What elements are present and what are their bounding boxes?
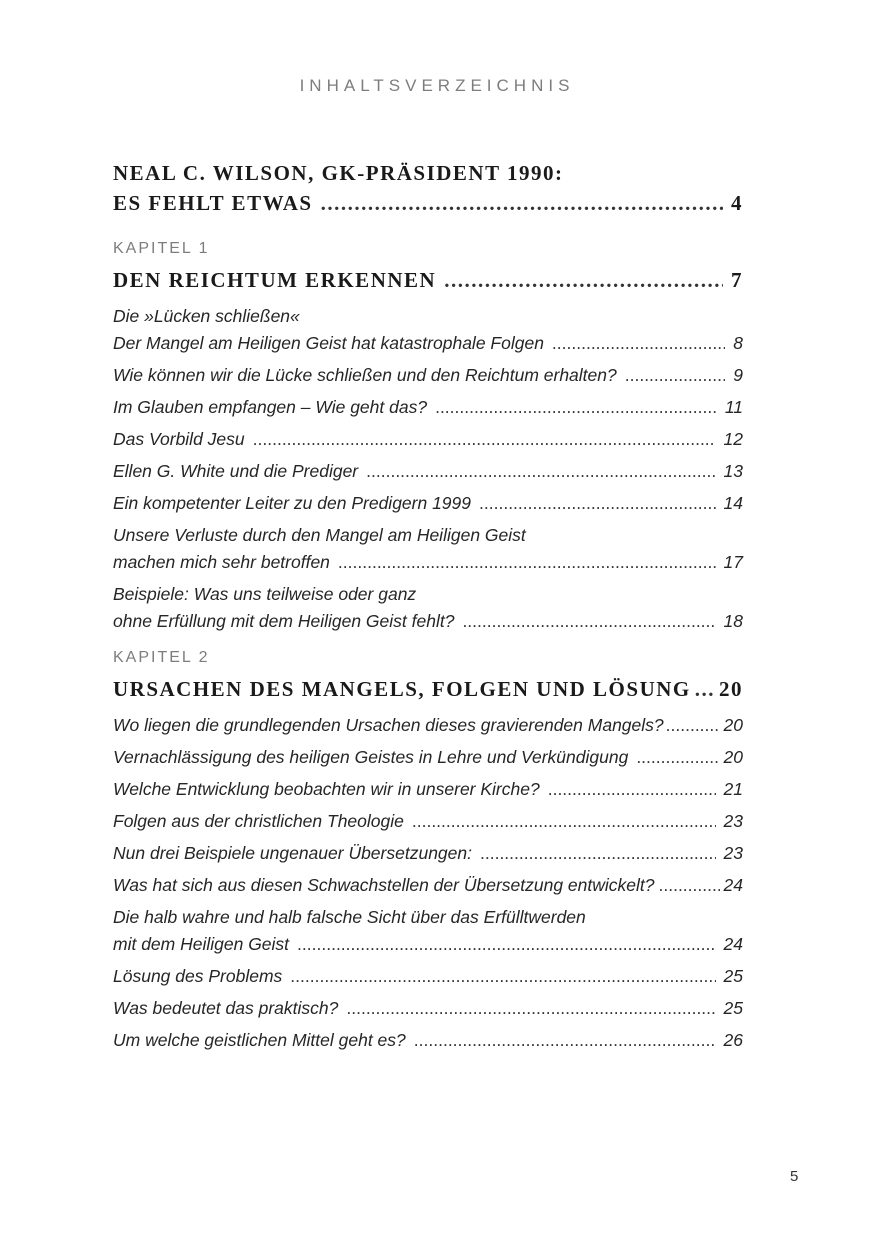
leader-dots [346,995,715,1022]
leader-dots [435,394,717,421]
intro-title-line1: NEAL C. WILSON, GK-PRÄSIDENT 1990: [113,161,564,185]
toc-entry[interactable] [113,840,743,867]
entry-title: Das Vorbild Jesu [113,429,245,449]
entry-title: Folgen aus der christlichen Theologie [113,811,404,831]
toc-entry[interactable] [113,712,743,739]
chapter-1-title-row[interactable] [113,265,743,295]
chapter-1-page: 7 [731,268,743,292]
entry-title: Nun drei Beispiele ungenauer Übersetzungen: [113,843,472,863]
entry-page: 11 [724,397,743,417]
entry-line2: Der Mangel am Heiligen Geist hat katastrophale Folgen [113,333,544,353]
entry-page: 23 [723,811,743,831]
entry-line1: Beispiele: Was uns teilweise oder ganz [113,584,417,604]
leader-dots [548,776,716,803]
entry-page: 25 [723,998,743,1018]
leader-dots [290,963,715,990]
leader-dots [338,549,716,576]
entry-line2: mit dem Heiligen Geist [113,934,290,954]
leader-dots [625,362,726,389]
leader-dots [480,840,716,867]
toc-entry[interactable] [113,776,743,803]
entry-line1: Die »Lücken schließen« [113,306,300,326]
toc-entry[interactable] [113,744,743,771]
entry-title: Was bedeutet das praktisch? [113,998,339,1018]
toc-entry[interactable] [113,458,743,485]
toc-entry[interactable] [113,904,743,958]
toc-entry[interactable] [113,490,743,517]
toc-entry[interactable] [113,581,743,635]
leader-dots [462,608,715,635]
intro-title-line2: ES FEHLT ETWAS [113,191,313,215]
entry-title: Ein kompetenter Leiter zu den Predigern 1999 [113,493,472,513]
toc-entry[interactable] [113,522,743,576]
leader-dots [659,872,720,899]
leader-dots [444,265,723,295]
entry-page: 24 [723,934,743,954]
chapter-1-label: KAPITEL 1 [113,240,210,257]
page-number: 5 [790,1168,799,1185]
chapter-1-title: DEN REICHTUM ERKENNEN [113,268,437,292]
toc-entry[interactable] [113,963,743,990]
toc-entry[interactable] [113,995,743,1022]
chapter-2-title: URSACHEN DES MANGELS, FOLGEN UND LÖSUNG [113,677,691,701]
entry-title: Im Glauben empfangen – Wie geht das? [113,397,428,417]
toc-entry[interactable] [113,808,743,835]
entry-title: Was hat sich aus diesen Schwachstellen der Übersetzung entwickelt? [113,875,655,895]
entry-title: Um welche geistlichen Mittel geht es? [113,1030,406,1050]
entry-title: Wo liegen die grundlegenden Ursachen dieses gravierenden Mangels? [113,715,664,735]
leader-dots [479,490,716,517]
intro-page: 4 [731,191,743,215]
entry-page: 13 [723,461,743,481]
chapter-2-label: KAPITEL 2 [113,649,210,666]
chapter-2-title-row[interactable] [113,674,743,704]
entry-line1: Die halb wahre und halb falsche Sicht über das Erfülltwerden [113,907,586,927]
leader-dots [366,458,715,485]
entry-page: 20 [723,715,743,735]
leader-dots [636,744,719,771]
leader-dots [414,1027,716,1054]
entry-title: Welche Entwicklung beobachten wir in unserer Kirche? [113,779,540,799]
entry-page: 14 [723,493,743,513]
entry-line2: machen mich sehr betroffen [113,552,330,572]
entry-title: Lösung des Problems [113,966,283,986]
entry-title: Wie können wir die Lücke schließen und den Reichtum erhalten? [113,365,617,385]
toc-entry[interactable] [113,872,743,899]
entry-page: 20 [723,747,743,767]
entry-line2: ohne Erfüllung mit dem Heiligen Geist fehlt? [113,611,455,631]
entry-line1: Unsere Verluste durch den Mangel am Heiligen Geist [113,525,526,545]
table-of-contents [113,158,743,1054]
entry-page: 9 [733,365,743,385]
leader-dots [552,330,725,357]
page-header: INHALTSVERZEICHNIS [299,76,575,95]
toc-entry[interactable] [113,394,743,421]
entry-page: 21 [723,779,743,799]
entry-page: 24 [723,875,743,895]
entry-page: 18 [723,611,743,631]
chapter-2-page: 20 [719,677,743,701]
entry-page: 26 [723,1030,743,1050]
toc-entry[interactable] [113,362,743,389]
entry-page: 8 [733,333,743,353]
entry-page: 25 [723,966,743,986]
entry-title: Ellen G. White und die Prediger [113,461,359,481]
intro-entry[interactable] [113,188,743,218]
entry-page: 23 [723,843,743,863]
leader-dots [297,931,715,958]
toc-entry[interactable] [113,426,743,453]
leader-dots [412,808,716,835]
leader-dots [321,188,723,218]
entry-title: Vernachlässigung des heiligen Geistes in Lehre und Verkündigung [113,747,629,767]
entry-page: 17 [723,552,743,572]
leader-dots [666,712,720,739]
leader-dots [695,674,713,704]
toc-entry[interactable] [113,303,743,357]
toc-entry[interactable] [113,1027,743,1054]
leader-dots [253,426,716,453]
entry-page: 12 [723,429,743,449]
